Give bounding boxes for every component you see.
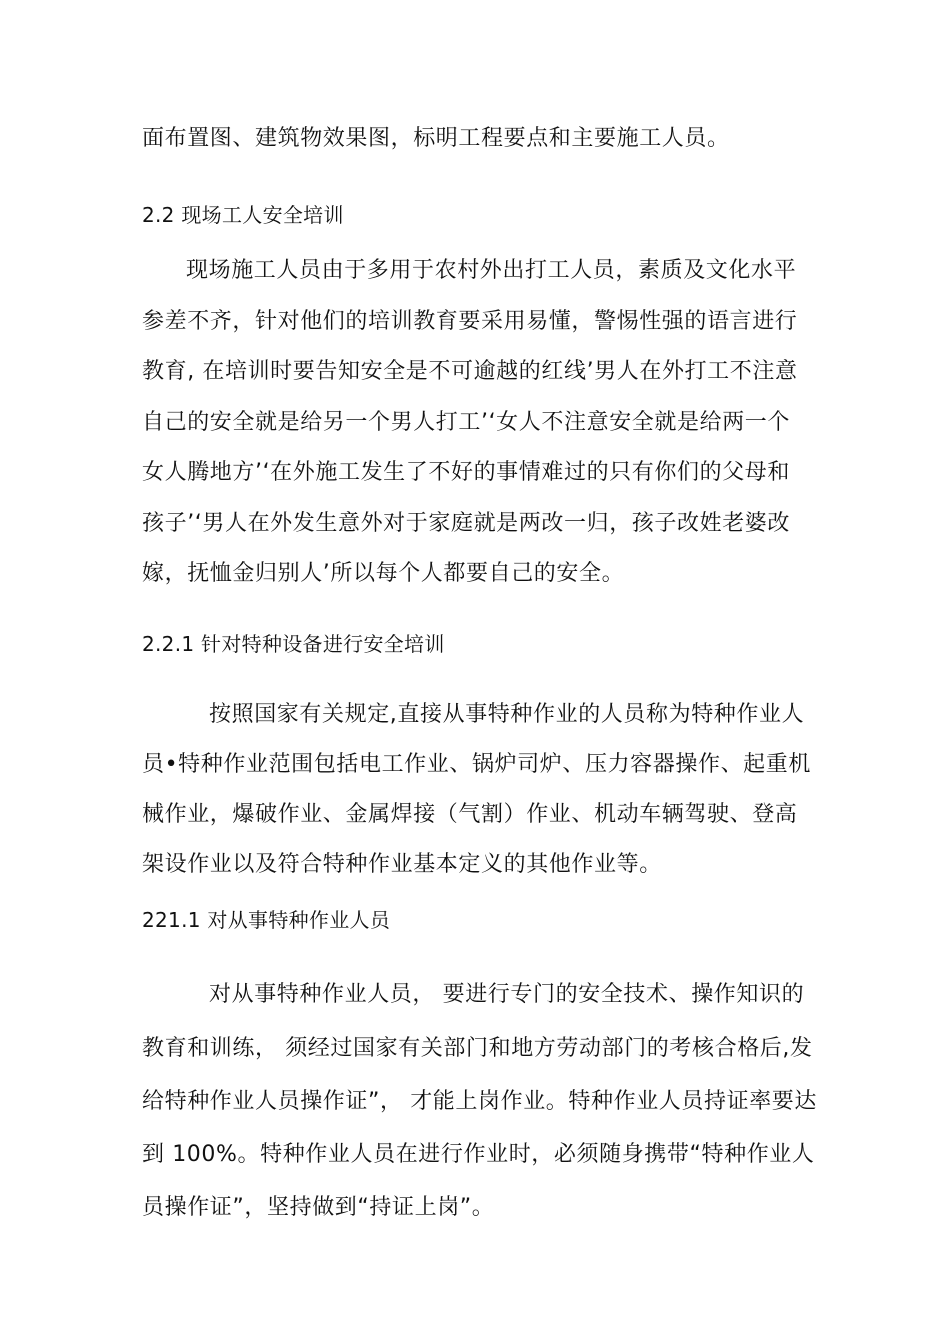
- body-text-line: 员•特种作业范围包括电工作业、锅炉司炉、压力容器操作、起重机: [142, 752, 811, 777]
- body-text-line: 给特种作业人员操作证”， 才能上岗作业。特种作业人员持证率要达: [142, 1089, 817, 1114]
- body-text-line: 孩子’‘男人在外发生意外对于家庭就是两改一归，孩子改姓老婆改: [142, 511, 790, 536]
- section-heading: 2.2 现场工人安全培训: [142, 203, 344, 227]
- section-heading: 221.1 对从事特种作业人员: [142, 908, 391, 932]
- body-text-line: 教育和训练， 须经过国家有关部门和地方劳动部门的考核合格后,发: [142, 1036, 813, 1061]
- body-text-line: 女人腾地方’‘在外施工发生了不好的事情难过的只有你们的父母和: [142, 460, 790, 485]
- body-text-line: 教育, 在培训时要告知安全是不可逾越的红线’男人在外打工不注意: [142, 359, 798, 384]
- body-text-line: 按照国家有关规定,直接从事特种作业的人员称为特种作业人: [209, 702, 805, 727]
- body-text-line: 械作业，爆破作业、金属焊接（气割）作业、机动车辆驾驶、登高: [142, 802, 798, 827]
- body-text-line: 自己的安全就是给另一个男人打工’‘女人不注意安全就是给两一个: [142, 410, 790, 435]
- body-text-line: 面布置图、建筑物效果图，标明工程要点和主要施工人员。: [142, 126, 730, 151]
- body-text-line: 架设作业以及符合特种作业基本定义的其他作业等。: [142, 852, 662, 877]
- section-heading: 2.2.1 针对特种设备进行安全培训: [142, 632, 445, 656]
- body-text-line: 员操作证”，坚持做到“持证上岗”。: [142, 1195, 495, 1220]
- body-text-line: 现场施工人员由于多用于农村外出打工人员，素质及文化水平: [186, 258, 797, 283]
- body-text-line: 到 100%。特种作业人员在进行作业时，必须随身携带“特种作业人: [142, 1142, 815, 1167]
- body-text-line: 对从事特种作业人员， 要进行专门的安全技术、操作知识的: [209, 982, 805, 1007]
- body-text-line: 嫁，抚恤金归别人’所以每个人都要自己的安全。: [142, 561, 625, 586]
- body-text-line: 参差不齐，针对他们的培训教育要采用易懂，警惕性强的语言进行: [142, 309, 798, 334]
